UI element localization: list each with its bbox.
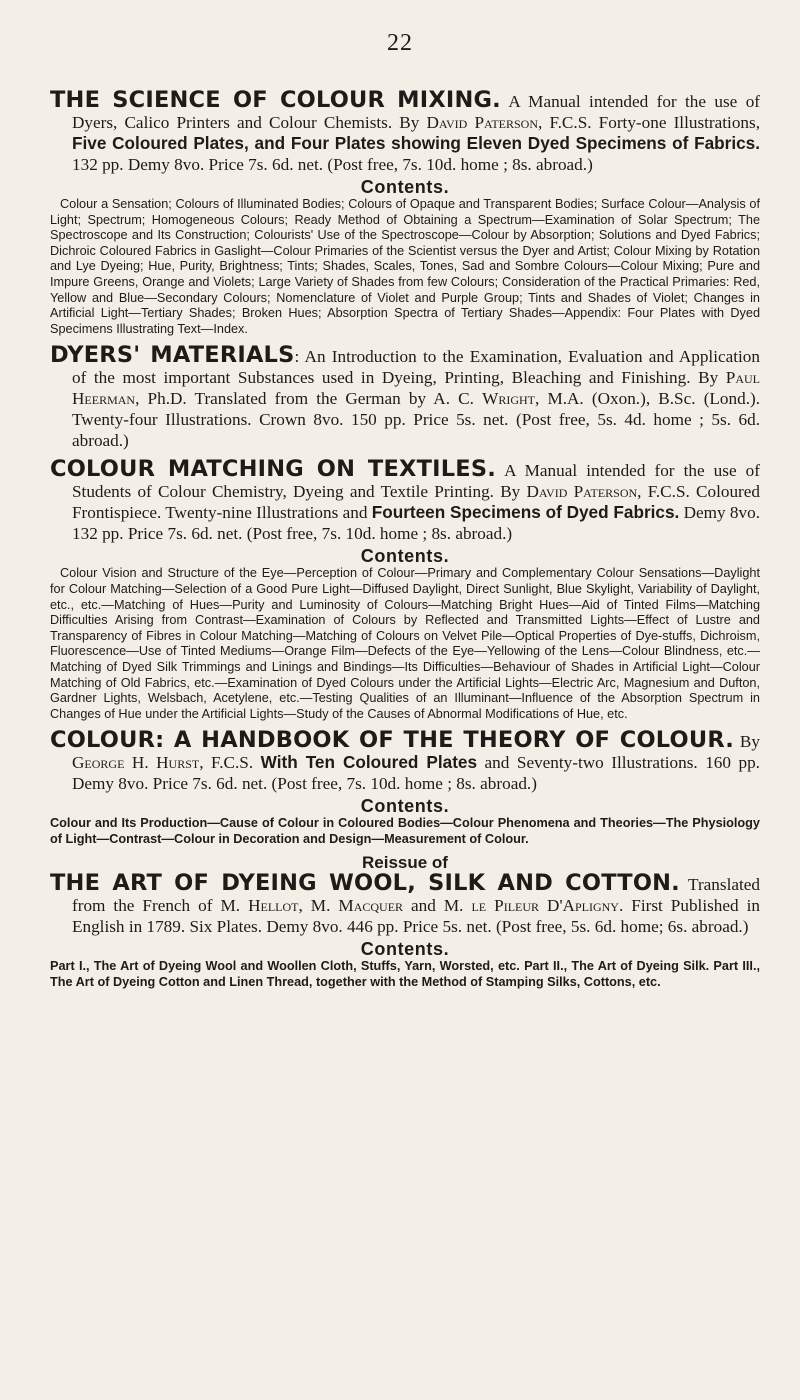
author-name: George H. Hurst [72, 753, 200, 773]
author-name: Hellot [248, 896, 299, 916]
book-title: THE ART OF DYEING WOOL, SILK AND COTTON. [50, 870, 680, 897]
author-name: Paul Heerman [72, 368, 760, 409]
reissue-label: Reissue of [362, 853, 448, 873]
catalogue-column [50, 87, 761, 996]
author-name: David Paterson [426, 113, 539, 132]
contents-text: Colour Vision and Structure of the Eye—Perception of Colour—Primary and Complementary Colour Sensations—Daylight for Colour Matching—Selection of a Good Pure Light—Diffused Daylight, Direct Sunlight, Blue Skylight, Variability of Daylight, etc., etc.—Matching of Hues—Purity and Luminosity of Colours—Matching Bright Hues—Aid of Tinted Films—Matching Difficulties Arising from Contrast—Examination of Colours by Reflected and Transmitted Lights—Effect of Lustre and Transparency of Fibres in Colour Matching—Matching of Colours on Velvet Pile—Optical Properties of Dye-stuffs, Dichroism, Fluorescence—Use of Tinted Mediums—Orange Film—Defects of the Eye—Yellowing of the Lens—Colour Blindness, etc.—Matching of Dyed Silk Trimmings and Linings and Bindings—Its Difficulties—Behaviour of Shades in Artificial Light—Colour Matching of Old Fabrics, etc.—Examination of Dyed Colours under the Artificial Lights—Electric Arc, Magnesium and Dufton, Gardner Lights, Welsbach, Acetylene, etc.—Testing Qualities of an Illuminant—Influence of the Absorption Spectrum in Changes of Hue under the Artificial Lights—Study of the Causes of Abnormal Modifications of Hue, etc. [50, 566, 760, 721]
plates-highlight: Five Coloured Plates, and Four Plates showing Eleven Dyed Specimens of Fabrics. [72, 133, 760, 153]
entry-description: COLOUR MATCHING ON TEXTILES. A Manual intended for the use of Students of Colour Chemistry, Dyeing and Textile Printing. By David Paterson, F.C.S. Coloured Frontispiece. Twenty-nine Illustrations and Fourteen Specimens of Dyed Fabrics. Demy 8vo. 132 pp. Price 7s. 6d. net. (Post free, 7s. 10d. home ; 8s. abroad.) [50, 456, 760, 544]
translator-name: Wright [482, 389, 535, 409]
entry-description: DYERS' MATERIALS: An Introduction to the Examination, Evaluation and Application of the most important Substances used in Dyeing, Printing, Bleaching and Finishing. By Paul Heerman, Ph.D. Translated from the German by A. C. Wright, M.A. (Oxon.), B.Sc. (Lond.). Twenty-four Illustrations. Crown 8vo. 150 pp. Price 5s. net. (Post free, 5s. 4d. home ; 5s. 6d. abroad.) [50, 342, 761, 451]
book-entry-science-of-colour-mixing [50, 87, 761, 337]
author-name: David Paterson [526, 482, 638, 502]
author-name: Macquer [338, 896, 404, 916]
contents-text: Colour and Its Production—Cause of Colour in Coloured Bodies—Colour Phenomena and Theories—The Physiology of Light—Contrast—Colour in Decoration and Design—Measurement of Colour. [50, 816, 760, 846]
contents-heading: Contents. [360, 796, 450, 817]
specimens-highlight: Fourteen Specimens of Dyed Fabrics. [371, 502, 680, 523]
entry-description: COLOUR: A HANDBOOK OF THE THEORY OF COLOUR. By George H. Hurst, F.C.S. With Ten Coloured Plates and Seventy-two Illustrations. 160 pp. Demy 8vo. Price 7s. 6d. net. (Post free, 7s. 10d. home ; 8s. abroad.) [50, 727, 760, 794]
book-title: THE SCIENCE OF COLOUR MIXING. [50, 87, 501, 113]
plates-highlight: With Ten Coloured Plates [260, 752, 478, 773]
book-entry-dyers-materials [50, 342, 761, 451]
book-entry-art-of-dyeing [50, 853, 760, 990]
book-title: COLOUR MATCHING ON TEXTILES. [50, 456, 496, 483]
book-entry-colour-handbook [50, 727, 760, 847]
book-title: DYERS' MATERIALS [50, 342, 295, 369]
contents-text: Part I., The Art of Dyeing Wool and Woollen Cloth, Stuffs, Yarn, Worsted, etc. Part II., The Art of Dyeing Silk. Part III., The Art of Dyeing Cotton and Linen Thread, together with the Method of Stamping Silks, Cottons, etc. [50, 959, 760, 989]
book-title: COLOUR: A HANDBOOK OF THE THEORY OF COLOUR. [50, 727, 735, 754]
contents-heading: Contents. [360, 546, 450, 567]
contents-text: Colour a Sensation; Colours of Illuminated Bodies; Colours of Opaque and Transparent Bodies; Surface Colour—Analysis of Light; Spectrum; Homogeneous Colours; Ready Method of Obtaining a Spectrum—Examination of Solar Spectrum; The Spectroscope and Its Construction; Colourists' Use of the Spectroscope—Colour by Absorption; Solutions and Dyed Fabrics; Dichroic Coloured Fabrics in Gaslight—Colour Primaries of the Scientist versus the Dyer and Artist; Colour Mixing by Rotation and Lye Dyeing; Hue, Purity, Brightness; Tints; Shades, Scales, Tones, Sad and Sombre Colours—Colour Mixing; Pure and Impure Greens, Orange and Violets; Large Variety of Shades from few Colours; Consideration of the Practical Primaries: Red, Yellow and Blue—Secondary Colours; Nomenclature of Violet and Purple Group; Tints and Shades of Violet; Changes in Artificial Light—Tertiary Shades; Broken Hues; Absorption Spectra of Tertiary Shades—Appendix: Four Plates with Dyed Specimens Illustrating Text—Index. [50, 197, 760, 336]
entry-description: THE ART OF DYEING WOOL, SILK AND COTTON. Translated from the French of M. Hellot, M. Macquer and M. le Pileur D'Apligny. First Published in English in 1789. Six Plates. Demy 8vo. 446 pp. Price 5s. net. (Post free, 5s. 6d. home; 6s. abroad.) [50, 870, 760, 937]
entry-description: THE SCIENCE OF COLOUR MIXING. A Manual intended for the use of Dyers, Calico Printers and Colour Chemists. By David Paterson, F.C.S. Forty-one Illustrations, Five Coloured Plates, and Four Plates showing Eleven Dyed Specimens of Fabrics. 132 pp. Demy 8vo. Price 7s. 6d. net. (Post free, 7s. 10d. home ; 8s. abroad.) [50, 87, 761, 174]
page-number: 22 [387, 30, 413, 56]
author-name: le Pileur D'Apligny [471, 896, 619, 916]
book-entry-colour-matching-on-textiles [50, 456, 760, 722]
contents-heading: Contents. [360, 177, 450, 197]
contents-heading: Contents. [360, 939, 450, 960]
